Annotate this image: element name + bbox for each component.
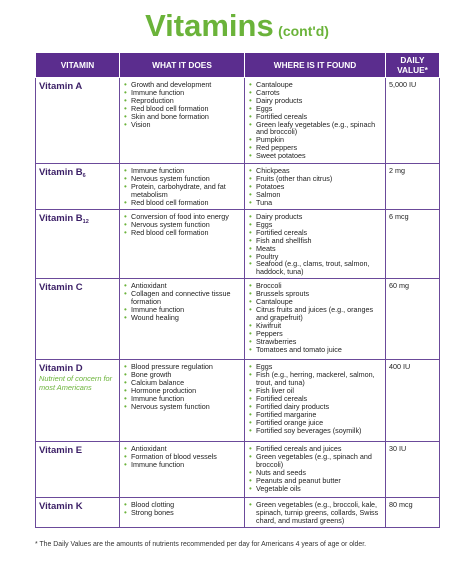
list-item: • Broccoli xyxy=(248,282,382,290)
list-item: • Fortified cereals xyxy=(248,229,382,237)
table-row xyxy=(36,210,440,279)
list-item: • Fortified soy beverages (soymilk) xyxy=(248,427,382,435)
list-item: • Fish and shellfish xyxy=(248,237,382,245)
list-item: • Green vegetables (e.g., broccoli, kale, spinach, turnip greens, collards, Swiss chard, and mustard greens) xyxy=(248,501,382,525)
list-item: • Collagen and connective tissue formation xyxy=(123,290,241,306)
functions-list xyxy=(123,445,241,469)
list-item: • Fortified cereals and juices xyxy=(248,445,382,453)
list-item: • Peanuts and peanut butter xyxy=(248,477,382,485)
table-row xyxy=(36,279,440,360)
daily-value-cell: 80 mcg xyxy=(386,498,440,528)
list-item: • Nuts and seeds xyxy=(248,469,382,477)
list-item: • Blood clotting xyxy=(123,501,241,509)
list-item: • Seafood (e.g., clams, trout, salmon, haddock, tuna) xyxy=(248,260,382,276)
list-item: • Fish liver oil xyxy=(248,387,382,395)
vitamin-name: Vitamin B xyxy=(39,213,83,224)
page-title-block xyxy=(0,0,474,50)
list-item: • Fish (e.g., herring, mackerel, salmon, trout, and tuna) xyxy=(248,371,382,387)
vitamins-table xyxy=(35,52,440,528)
list-item: • Pumpkin xyxy=(248,136,382,144)
list-item: • Wound healing xyxy=(123,314,241,322)
list-item: • Kiwifruit xyxy=(248,322,382,330)
list-item: • Growth and development xyxy=(123,81,241,89)
vitamin-name-cell xyxy=(36,210,120,279)
list-item: • Cantaloupe xyxy=(248,298,382,306)
list-item: • Bone growth xyxy=(123,371,241,379)
page-title: Vitamins xyxy=(145,8,274,43)
list-item: • Fruits (other than citrus) xyxy=(248,175,382,183)
functions-cell xyxy=(120,279,245,360)
list-item: • Dairy products xyxy=(248,213,382,221)
list-item: • Nervous system function xyxy=(123,221,241,229)
functions-cell xyxy=(120,442,245,498)
sources-cell xyxy=(245,498,386,528)
table-row xyxy=(36,442,440,498)
list-item: • Strong bones xyxy=(123,509,241,517)
list-item: • Eggs xyxy=(248,363,382,371)
functions-list xyxy=(123,363,241,410)
vitamin-subscript: 12 xyxy=(82,219,89,225)
list-item: • Antioxidant xyxy=(123,282,241,290)
list-item: • Carrots xyxy=(248,89,382,97)
list-item: • Reproduction xyxy=(123,97,241,105)
daily-value-cell: 30 IU xyxy=(386,442,440,498)
sources-list xyxy=(248,167,382,207)
functions-list xyxy=(123,81,241,128)
list-item: • Immune function xyxy=(123,89,241,97)
header-what-it-does: WHAT IT DOES xyxy=(120,53,245,78)
list-item: • Peppers xyxy=(248,330,382,338)
page-title-subtitle: (cont'd) xyxy=(278,23,329,39)
list-item: • Red blood cell formation xyxy=(123,199,241,207)
sources-list xyxy=(248,445,382,492)
vitamin-name-cell xyxy=(36,442,120,498)
sources-cell xyxy=(245,442,386,498)
header-vitamin: VITAMIN xyxy=(36,53,120,78)
list-item: • Red peppers xyxy=(248,144,382,152)
vitamin-name: Vitamin E xyxy=(39,445,83,457)
list-item: • Poultry xyxy=(248,253,382,261)
list-item: • Salmon xyxy=(248,191,382,199)
daily-value-cell: 5,000 IU xyxy=(386,78,440,164)
daily-value-cell: 6 mcg xyxy=(386,210,440,279)
list-item: • Dairy products xyxy=(248,97,382,105)
sources-list xyxy=(248,282,382,353)
table-row xyxy=(36,78,440,164)
list-item: • Red blood cell formation xyxy=(123,105,241,113)
list-item: • Strawberries xyxy=(248,338,382,346)
list-item: • Green leafy vegetables (e.g., spinach and broccoli) xyxy=(248,121,382,137)
list-item: • Chickpeas xyxy=(248,167,382,175)
list-item: • Eggs xyxy=(248,105,382,113)
sources-list xyxy=(248,363,382,434)
list-item: • Red blood cell formation xyxy=(123,229,241,237)
vitamin-name-cell xyxy=(36,164,120,210)
sources-cell xyxy=(245,279,386,360)
list-item: • Brussels sprouts xyxy=(248,290,382,298)
list-item: • Immune function xyxy=(123,461,241,469)
sources-cell xyxy=(245,164,386,210)
functions-cell xyxy=(120,360,245,442)
list-item: • Potatoes xyxy=(248,183,382,191)
vitamin-note: Nutrient of concern for most Americans xyxy=(39,374,113,392)
list-item: • Sweet potatoes xyxy=(248,152,382,160)
list-item: • Tomatoes and tomato juice xyxy=(248,346,382,354)
sources-list xyxy=(248,501,382,525)
list-item: • Antioxidant xyxy=(123,445,241,453)
list-item: • Hormone production xyxy=(123,387,241,395)
list-item: • Formation of blood vessels xyxy=(123,453,241,461)
daily-value-cell: 2 mg xyxy=(386,164,440,210)
vitamin-name: Vitamin B xyxy=(39,167,83,178)
list-item: • Nervous system function xyxy=(123,403,241,411)
table-row xyxy=(36,498,440,528)
functions-list xyxy=(123,167,241,207)
footnote: * The Daily Values are the amounts of nutrients recommended per day for Americans 4 years of age or older. xyxy=(35,541,367,548)
list-item: • Fortified orange juice xyxy=(248,419,382,427)
table-row xyxy=(36,360,440,442)
list-item: • Eggs xyxy=(248,221,382,229)
functions-list xyxy=(123,213,241,237)
list-item: • Cantaloupe xyxy=(248,81,382,89)
vitamin-name-cell xyxy=(36,498,120,528)
list-item: • Fortified dairy products xyxy=(248,403,382,411)
vitamin-name: Vitamin D xyxy=(39,363,83,375)
sources-list xyxy=(248,213,382,276)
table-row xyxy=(36,164,440,210)
header-where-found: WHERE IS IT FOUND xyxy=(245,53,386,78)
vitamin-name-cell xyxy=(36,279,120,360)
vitamin-subscript: 6 xyxy=(82,173,86,179)
list-item: • Citrus fruits and juices (e.g., oranges and grapefruit) xyxy=(248,306,382,322)
list-item: • Fortified cereals xyxy=(248,113,382,121)
functions-cell xyxy=(120,210,245,279)
list-item: • Fortified cereals xyxy=(248,395,382,403)
table-body xyxy=(36,78,440,528)
sources-cell xyxy=(245,360,386,442)
list-item: • Conversion of food into energy xyxy=(123,213,241,221)
list-item: • Tuna xyxy=(248,199,382,207)
vitamin-name-cell xyxy=(36,360,120,442)
list-item: • Immune function xyxy=(123,395,241,403)
functions-list xyxy=(123,282,241,322)
daily-value-cell: 400 IU xyxy=(386,360,440,442)
list-item: • Green vegetables (e.g., spinach and broccoli) xyxy=(248,453,382,469)
vitamin-name: Vitamin K xyxy=(39,501,83,513)
list-item: • Immune function xyxy=(123,167,241,175)
functions-cell xyxy=(120,498,245,528)
list-item: • Protein, carbohydrate, and fat metabolism xyxy=(123,183,241,199)
vitamin-name: Vitamin A xyxy=(39,81,83,92)
functions-cell xyxy=(120,78,245,164)
header-daily-value: DAILY VALUE* xyxy=(386,53,440,78)
daily-value-cell: 60 mg xyxy=(386,279,440,360)
list-item: • Calcium balance xyxy=(123,379,241,387)
sources-list xyxy=(248,81,382,160)
list-item: • Fortified margarine xyxy=(248,411,382,419)
list-item: • Nervous system function xyxy=(123,175,241,183)
list-item: • Blood pressure regulation xyxy=(123,363,241,371)
functions-list xyxy=(123,501,241,517)
list-item: • Immune function xyxy=(123,306,241,314)
list-item: • Vegetable oils xyxy=(248,485,382,493)
vitamin-name: Vitamin C xyxy=(39,282,83,294)
list-item: • Vision xyxy=(123,121,241,129)
vitamin-name-cell xyxy=(36,78,120,164)
table-header-row xyxy=(36,53,440,78)
functions-cell xyxy=(120,164,245,210)
sources-cell xyxy=(245,78,386,164)
sources-cell xyxy=(245,210,386,279)
list-item: • Skin and bone formation xyxy=(123,113,241,121)
list-item: • Meats xyxy=(248,245,382,253)
